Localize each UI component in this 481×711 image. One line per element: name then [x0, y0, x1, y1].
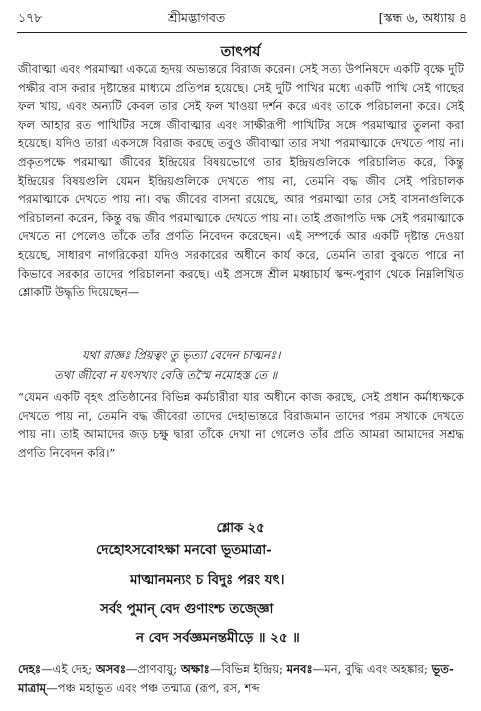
synonyms-block [18, 660, 464, 698]
synonym-term: ভূত-মাত্রাম্ [18, 662, 454, 695]
sloka-title: শ্লোক ২৫ [216, 521, 265, 536]
synonym-meaning: —এই দেহ; [41, 662, 96, 676]
purport-paragraph-2: “যেমন একটি বৃহৎ প্রতিষ্ঠানের বিভিন্ন কর্মচারীরা যার অধীনে কাজ করছে, সেই প্রধান কর্মাধ্যক্ষকে দেখতে পায় না, তেমনি বদ্ধ জীবেরা তাদের দেহাভ্যন্তরে বিরাজমান তাদের পরম সখাকে দেখতে পায় না। তাই আমাদের জড় চক্ষু দ্বারা তাঁকে দেখা না গেলেও তাঁর প্রতি আমরা আমাদের সশ্রদ্ধ প্রণতি নিবেদন করি।” [18, 390, 464, 460]
synonym-term: দেহঃ [18, 662, 42, 676]
header-divider [17, 32, 467, 33]
synonym-meaning: —পঞ্চ মহাভূত এবং পঞ্চ তন্মাত্র (রূপ, রস, শব্দ [46, 681, 260, 695]
book-title: শ্রীমদ্ভাগবত [168, 10, 226, 25]
synonym-term: অসবঃ [95, 662, 127, 676]
page-header [18, 6, 467, 30]
purport-heading: তাৎপর্য [220, 44, 261, 60]
synonym-meaning: —বিভিন্ন ইন্দ্রিয়; [209, 662, 287, 676]
quote-verse-line-2: তথা জীবো ন যৎসখ্যং বেত্তি তস্মৈ নমোহস্ত তে ॥ [54, 368, 278, 382]
purport-paragraph-1: জীবাত্মা এবং পরমাত্মা একত্রে হৃদয় অভ্যন্তরে বিরাজ করেন। সেই সত্য উপনিষদে একটি বৃক্ষে দুটি পক্ষীর বাস করার দৃষ্টান্তের মাধ্যমে প্রতিপন্ন হয়েছে। সেই দুটি পাখির মধ্যে একটি পাখি সেই গাছের ফল খায়, এবং অন্যটি কেবল তার সেই ফল খাওয়া দর্শন করে এবং তাকে পরিচালনা করে। সেই ফল আহার রত পাখিটির সঙ্গে জীবাত্মার এবং সাক্ষীরূপী পাখিটির সঙ্গে পরমাত্মার তুলনা করা হয়েছে। যদিও তারা একসঙ্গে বিরাজ করছে তবুও জীবাত্মা তার সখা পরমাত্মাকে দেখতে পায় না। প্রকৃতপক্ষে পরমাত্মা জীবের ইন্দ্রিয়ের বিষয়ভোগে তার ইন্দ্রিয়গুলিকে পরিচালিত করে, কিন্তু ইন্দ্রিয়ের বিষয়গুলি যেমন ইন্দ্রিয়গুলিকে দেখতে পায় না, তেমনি বদ্ধ জীব সেই পরিচালক পরমাত্মাকে দেখতে পায় না। বদ্ধ জীবের বাসনা রয়েছে, আর পরমাত্মা তার সেই বাসনাগুলিকে পরিচালনা করেন, কিন্তু বদ্ধ জীব পরমাত্মাকে দেখতে পায় না। তাই প্রজাপতি দক্ষ সেই পরমাত্মাকে দেখতে না পেলেও তাঁকে তাঁর প্রণতি নিবেদন করেছেন। এই সম্পর্কে আর একটি দৃষ্টান্ত দেওয়া হয়েছে, সাধারণ নাগরিকেরা যদিও সরকারের অধীনে কার্য করে, তেমনি তারা বুঝতে পারে না কিভাবে সরকার তাদের পরিচালনা করছে। এই প্রসঙ্গে শ্রীল মধ্বাচার্য স্কন্দ-পুরাণ থেকে নিম্নলিখিত শ্লোকটি উদ্ধৃতি দিয়েছেন— [18, 62, 464, 300]
sloka-line-4: ন বেদ সর্বজ্ঞমনন্তমীড়ে ॥ ২৫ ॥ [136, 630, 300, 646]
chapter-reference: [স্কন্ধ ৬, অধ্যায় ৪ [378, 10, 467, 25]
sloka-line-3: সর্বং পুমান্ বেদ গুণাংশ্চ তজ্জ্ঞো [100, 601, 274, 617]
page-number: ১৭৮ [18, 10, 43, 25]
quote-verse-line-1: যথা রাজ্ঞঃ প্রিয়ত্বং তু ভৃত্যা বেদেন চাত্মনঃ। [82, 348, 281, 362]
sloka-line-1: দেহোঽসবোঽক্ষা মনবো ভূতমাত্রা- [96, 542, 272, 558]
sloka-line-2: মাত্মানমন্যং চ বিদুঃ পরং যৎ। [130, 572, 285, 588]
synonym-meaning: —মন, বুদ্ধি এবং অহঙ্কার; [312, 662, 432, 676]
synonym-meaning: —প্রাণবায়ু; [126, 662, 181, 676]
synonym-term: অক্ষাঃ [180, 662, 210, 676]
synonym-term: মনবঃ [286, 662, 313, 676]
